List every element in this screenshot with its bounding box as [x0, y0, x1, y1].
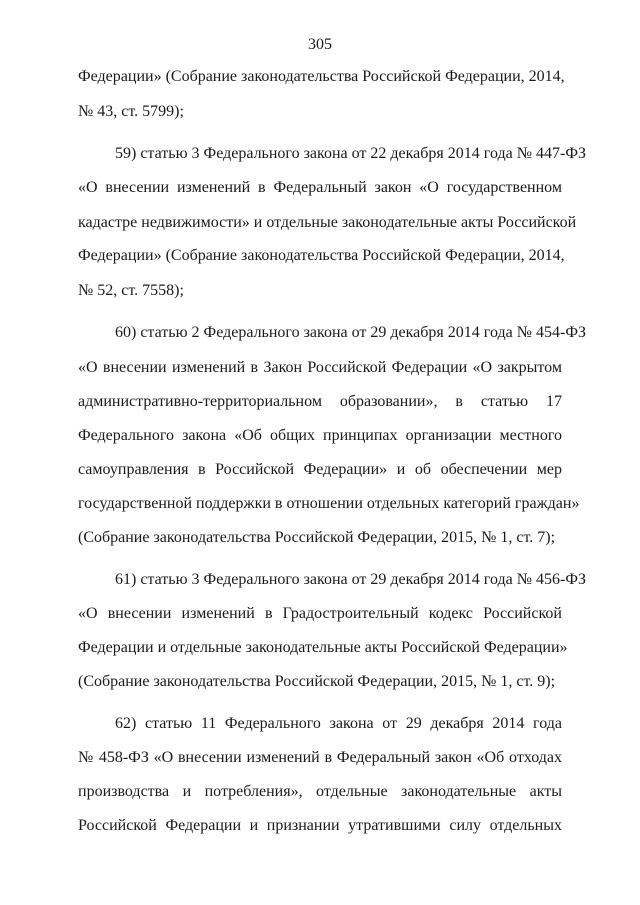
text-line: 62) статью 11 Федерального закона от 29 декабря 2014 года	[115, 715, 562, 732]
text-line: Федерации и отдельные законодательные акты Российской Федерации»	[78, 639, 568, 656]
text-line: Федерации» (Собрание законодательства Российской Федерации, 2014,	[78, 247, 565, 264]
text-line: 60) статью 2 Федерального закона от 29 декабря 2014 года № 454-ФЗ	[115, 324, 586, 341]
text-line: самоуправления в Российской Федерации» и об обеспечении мер	[78, 461, 562, 478]
text-line: кадастре недвижимости» и отдельные законодательные акты Российской	[78, 214, 577, 231]
text-line: (Собрание законодательства Российской Федерации, 2015, № 1, ст. 7);	[78, 529, 556, 546]
text-line: 59) статью 3 Федерального закона от 22 декабря 2014 года № 447-ФЗ	[115, 145, 586, 162]
text-line: «О внесении изменений в Закон Российской Федерации «О закрытом	[78, 359, 562, 376]
text-line: «О внесении изменений в Градостроительный кодекс Российской	[78, 605, 562, 622]
text-line: административно-территориальном образовании», в статью 17	[78, 393, 562, 410]
text-line: «О внесении изменений в Федеральный закон «О государственном	[78, 179, 562, 196]
text-line: 61) статью 3 Федерального закона от 29 декабря 2014 года № 456-ФЗ	[115, 571, 586, 588]
text-line: Федерального закона «Об общих принципах организации местного	[78, 427, 562, 444]
text-line: № 458-ФЗ «О внесении изменений в Федеральный закон «Об отходах	[78, 749, 562, 766]
text-line: производства и потребления», отдельные законодательные акты	[78, 783, 562, 800]
text-line: государственной поддержки в отношении отдельных категорий граждан»	[78, 495, 580, 512]
text-line: (Собрание законодательства Российской Федерации, 2015, № 1, ст. 9);	[78, 673, 556, 690]
page-number: 305	[308, 36, 332, 53]
text-line: Федерации» (Собрание законодательства Российской Федерации, 2014,	[78, 68, 565, 85]
text-line: Российской Федерации и признании утратившими силу отдельных	[78, 817, 562, 834]
text-line: № 52, ст. 7558);	[78, 282, 184, 299]
text-line: № 43, ст. 5799);	[78, 103, 184, 120]
